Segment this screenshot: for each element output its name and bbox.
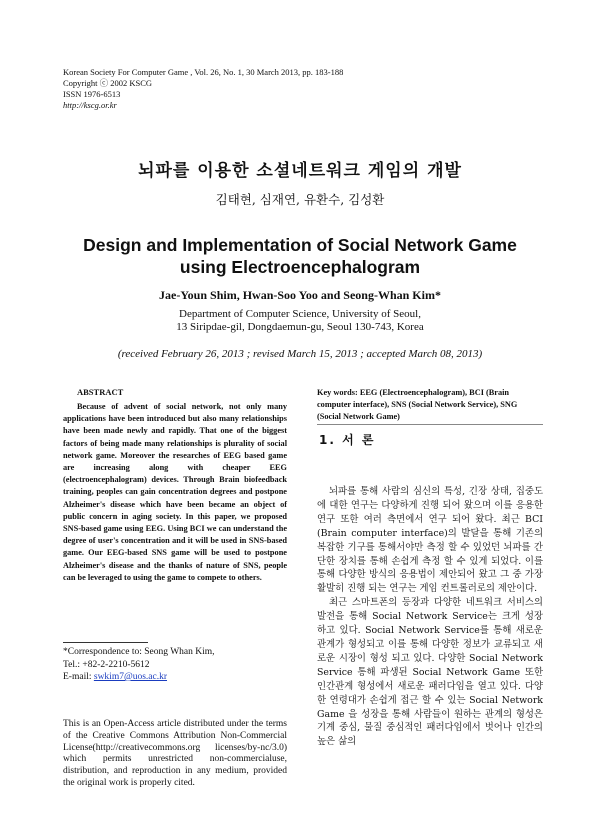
correspondence-tel: Tel.: +82-2-2210-5612 bbox=[63, 659, 150, 670]
issn-line: ISSN 1976-6513 bbox=[63, 89, 121, 99]
correspondence-footnote bbox=[63, 646, 287, 684]
affiliation bbox=[0, 308, 600, 334]
affiliation-line-1: Department of Computer Science, University of Seoul, bbox=[179, 308, 421, 320]
paper-title-english: Design and Implementation of Social Network Game using Electroencephalogram bbox=[83, 235, 517, 277]
abstract-heading: ABSTRACT bbox=[77, 387, 124, 397]
section-heading-introduction: 1. 서 론 bbox=[319, 433, 376, 447]
correspondence-name: *Correspondence to: Seong Whan Kim, bbox=[63, 647, 215, 657]
journal-citation: Korean Society For Computer Game , Vol. 26, No. 1, 30 March 2013, pp. 183-188 bbox=[63, 67, 344, 77]
keywords: Key words: EEG (Electroencephalogram), BCI (Brain computer interface), SNS (Social Network Service), SNG (Social Network Game) bbox=[317, 388, 518, 422]
received-dates: (received February 26, 2013 ; revised March 15, 2013 ; accepted March 08, 2013) bbox=[117, 348, 483, 360]
copyright-line: Copyright ⓒ 2002 KSCG bbox=[63, 78, 153, 88]
right-column bbox=[317, 387, 543, 424]
journal-url[interactable]: http://kscg.or.kr bbox=[63, 100, 117, 110]
email-label: E-mail: bbox=[63, 672, 94, 682]
left-column bbox=[63, 387, 287, 584]
introduction-paragraph-2: 최근 스마트폰의 등장과 다양한 네트워크 서비스의 발전을 통해 Social Network Service는 크게 성장 하고 있다. Social Network Service를 통해 새로운 관계가 형성되고 이를 통해 다양한 정보가 교류되고 새로운 시장이 형성 되고 있다. 다양한 Social Network Service 통해 파생된 Social Network Game 또한 인간관계 형성에서 새로운 패러다임을 열고 있다. 다양한 연령대가 손쉽게 접근 할 수 있는 Social Network Game 을 성장을 통해 사람들이 원하는 관계의 형성은 기계 중심, 물질 중심적인 패러다임에서 벗어나 인간의 높은 삶의 bbox=[317, 597, 543, 748]
authors-korean: 김태현, 심재연, 유환수, 김성환 bbox=[215, 192, 385, 207]
introduction-body bbox=[317, 485, 543, 749]
email-link[interactable]: swkim7@uos.ac.kr bbox=[93, 672, 168, 682]
section-divider bbox=[317, 424, 543, 425]
open-access-notice: This is an Open-Access article distributed under the terms of the Creative Commons Attribution Non-Commercial License(http://creativecommons.org licenses/by-nc/3.0) which permits unrestricted non-commercialuse, distribution, and reproduction in any medium, provided the original work is properly cited. bbox=[63, 719, 287, 788]
journal-header bbox=[63, 67, 343, 111]
paper-title-korean: 뇌파를 이용한 소셜네트워크 게임의 개발 bbox=[138, 161, 462, 181]
footnote-divider bbox=[63, 642, 148, 643]
introduction-paragraph-1: 뇌파를 통해 사람의 심신의 특성, 긴장 상태, 집중도에 대한 연구는 다양하게 진행 되어 왔으며 이를 응용한 연구 또한 여러 측면에서 연구 되어 왔다. 최근 BCI (Brain computer interface)의 발달을 통해 기존의 복잡한 기구를 통해서야만 측정 할 수 있었던 뇌파를 간단한 장치를 통해 손쉽게 측정 할 수 있게 되었다. 이를 통해 다양한 방식의 응용법이 제안되어 왔고 그 중 가장 활발히 진행 되는 연구는 게임 컨트롤러로의 제안이다. bbox=[317, 486, 543, 595]
authors-english: Jae-Youn Shim, Hwan-Soo Yoo and Seong-Whan Kim* bbox=[159, 288, 441, 302]
correspondence-email-line bbox=[63, 671, 287, 684]
abstract-body: Because of advent of social network, not only many applications have been introduced but also many relationships have been made newly and rapidly. That one of the biggest factors of being made many relationships is plurality of social network game. Moreover the researches of EEG based game are increasing along with cheaper EEG (electroencephalogram) devices. Through Brain biofeedback training, peoples can gain concentration degrees and postpone Alzheimer's disease which have been became an object of public concern in aging society. In this paper, we proposed SNS-based game using EEG. Using BCI we can understand the degree of user's concentration and it will be used in SNS-based game. Our EEG-based SNS game will be used to postpone Alzheimer's disease and the thanks of nature of SNS, people can be leveraged to using the game to compete to others. bbox=[63, 402, 287, 582]
affiliation-line-2: 13 Siripdae-gil, Dongdaemun-gu, Seoul 130-743, Korea bbox=[176, 321, 424, 333]
